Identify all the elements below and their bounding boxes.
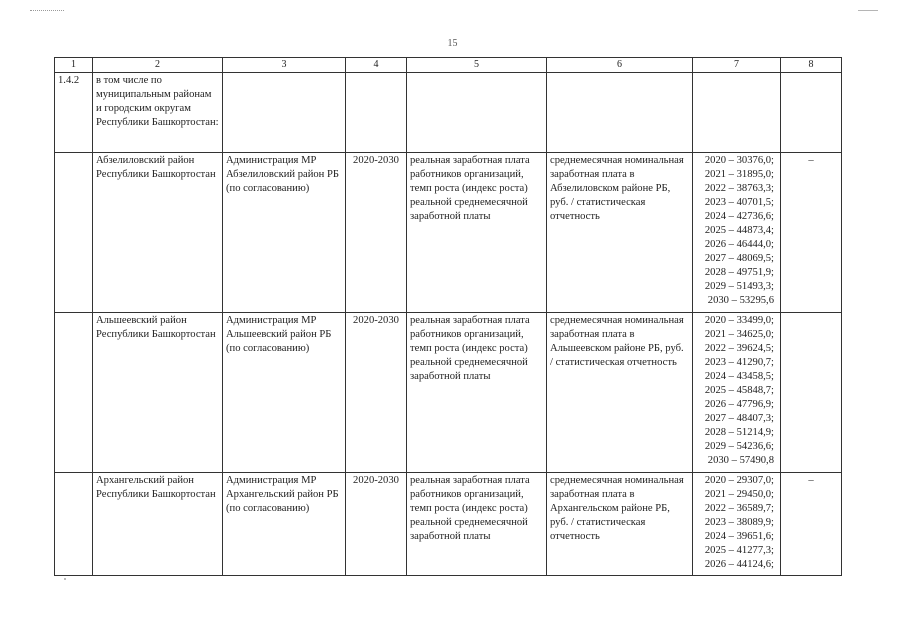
value-line: 2029 – 54236,6; (704, 441, 774, 452)
value-line: 2023 – 40701,5; (704, 197, 774, 208)
goal-cell: реальная заработная плата работников организаций, темп роста (индекс роста) реальной среднемесячной заработной платы (407, 313, 547, 473)
value-line: 2028 – 51214,9; (704, 427, 774, 438)
note-cell (781, 313, 842, 473)
section-row (55, 73, 842, 153)
goal-cell: реальная заработная плата работников организаций, темп роста (индекс роста) реальной среднемесячной заработной платы (407, 473, 547, 576)
value-line: 2025 – 41277,3; (704, 545, 774, 556)
value-line: 2022 – 39624,5; (704, 343, 774, 354)
value-line: 2023 – 38089,9; (704, 517, 774, 528)
value-line: 2027 – 48407,3; (704, 413, 774, 424)
value-line: 2025 – 45848,7; (704, 385, 774, 396)
value-line: 2026 – 44124,6; (704, 559, 774, 570)
indicator-cell: среднемесячная номинальная заработная плата в Альшеевском районе РБ, руб. / статистическая отчетность (547, 313, 693, 473)
value-line: 2027 – 48069,5; (704, 253, 774, 264)
column-number: 6 (547, 58, 693, 73)
column-number: 1 (55, 58, 93, 73)
column-number: 4 (346, 58, 407, 73)
value-line: 2028 – 49751,9; (704, 267, 774, 278)
value-line: 2021 – 34625,0; (704, 329, 774, 340)
district-cell: Абзелиловский район Республики Башкортостан (93, 153, 223, 313)
value-line: 2024 – 39651,6; (704, 531, 774, 542)
note-cell: – (781, 153, 842, 313)
column-number: 7 (693, 58, 781, 73)
district-cell: Архангельский район Республики Башкортостан (93, 473, 223, 576)
value-line: 2030 – 53295,6 (707, 295, 774, 306)
value-line: 2020 – 30376,0; (704, 155, 774, 166)
value-line: 2021 – 29450,0; (704, 489, 774, 500)
value-line: 2025 – 44873,4; (704, 225, 774, 236)
column-number-row (55, 58, 842, 73)
values-cell (693, 473, 781, 576)
period-cell: 2020-2030 (346, 473, 407, 576)
value-line: 2022 – 36589,7; (704, 503, 774, 514)
indicator-cell: среднемесячная номинальная заработная плата в Архангельском районе РБ, руб. / статистическая отчетность (547, 473, 693, 576)
column-number: 5 (407, 58, 547, 73)
value-line: 2024 – 43458,5; (704, 371, 774, 382)
column-number: 2 (93, 58, 223, 73)
table-row (55, 313, 842, 473)
section-number: 1.4.2 (55, 73, 93, 153)
value-line: 2020 – 29307,0; (704, 475, 774, 486)
scan-mark-top-right (858, 10, 878, 11)
value-line: 2026 – 46444,0; (704, 239, 774, 250)
period-cell: 2020-2030 (346, 313, 407, 473)
column-number: 8 (781, 58, 842, 73)
district-cell: Альшеевский район Республики Башкортостан (93, 313, 223, 473)
scan-speck (64, 578, 66, 580)
value-line: 2021 – 31895,0; (704, 169, 774, 180)
executor-cell: Администрация МР Архангельский район РБ (по согласованию) (223, 473, 346, 576)
value-line: 2024 – 42736,6; (704, 211, 774, 222)
goal-cell: реальная заработная плата работников организаций, темп роста (индекс роста) реальной среднемесячной заработной платы (407, 153, 547, 313)
program-table (54, 57, 842, 576)
period-cell: 2020-2030 (346, 153, 407, 313)
table-row (55, 473, 842, 576)
value-line: 2029 – 51493,3; (704, 281, 774, 292)
column-number: 3 (223, 58, 346, 73)
table-row (55, 153, 842, 313)
scan-mark-top-left (30, 10, 64, 15)
value-line: 2023 – 41290,7; (704, 357, 774, 368)
page-number: 15 (447, 38, 458, 49)
section-title: в том числе по муниципальным районам и городским округам Республики Башкортостан: (93, 73, 223, 153)
value-line: 2020 – 33499,0; (704, 315, 774, 326)
values-cell (693, 313, 781, 473)
value-line: 2022 – 38763,3; (704, 183, 774, 194)
values-cell (693, 153, 781, 313)
executor-cell: Администрация МР Абзелиловский район РБ (по согласованию) (223, 153, 346, 313)
indicator-cell: среднемесячная номинальная заработная плата в Абзелиловском районе РБ, руб. / статистическая отчетность (547, 153, 693, 313)
value-line: 2026 – 47796,9; (704, 399, 774, 410)
executor-cell: Администрация МР Альшеевский район РБ (по согласованию) (223, 313, 346, 473)
value-line: 2030 – 57490,8 (707, 455, 774, 466)
note-cell: – (781, 473, 842, 576)
